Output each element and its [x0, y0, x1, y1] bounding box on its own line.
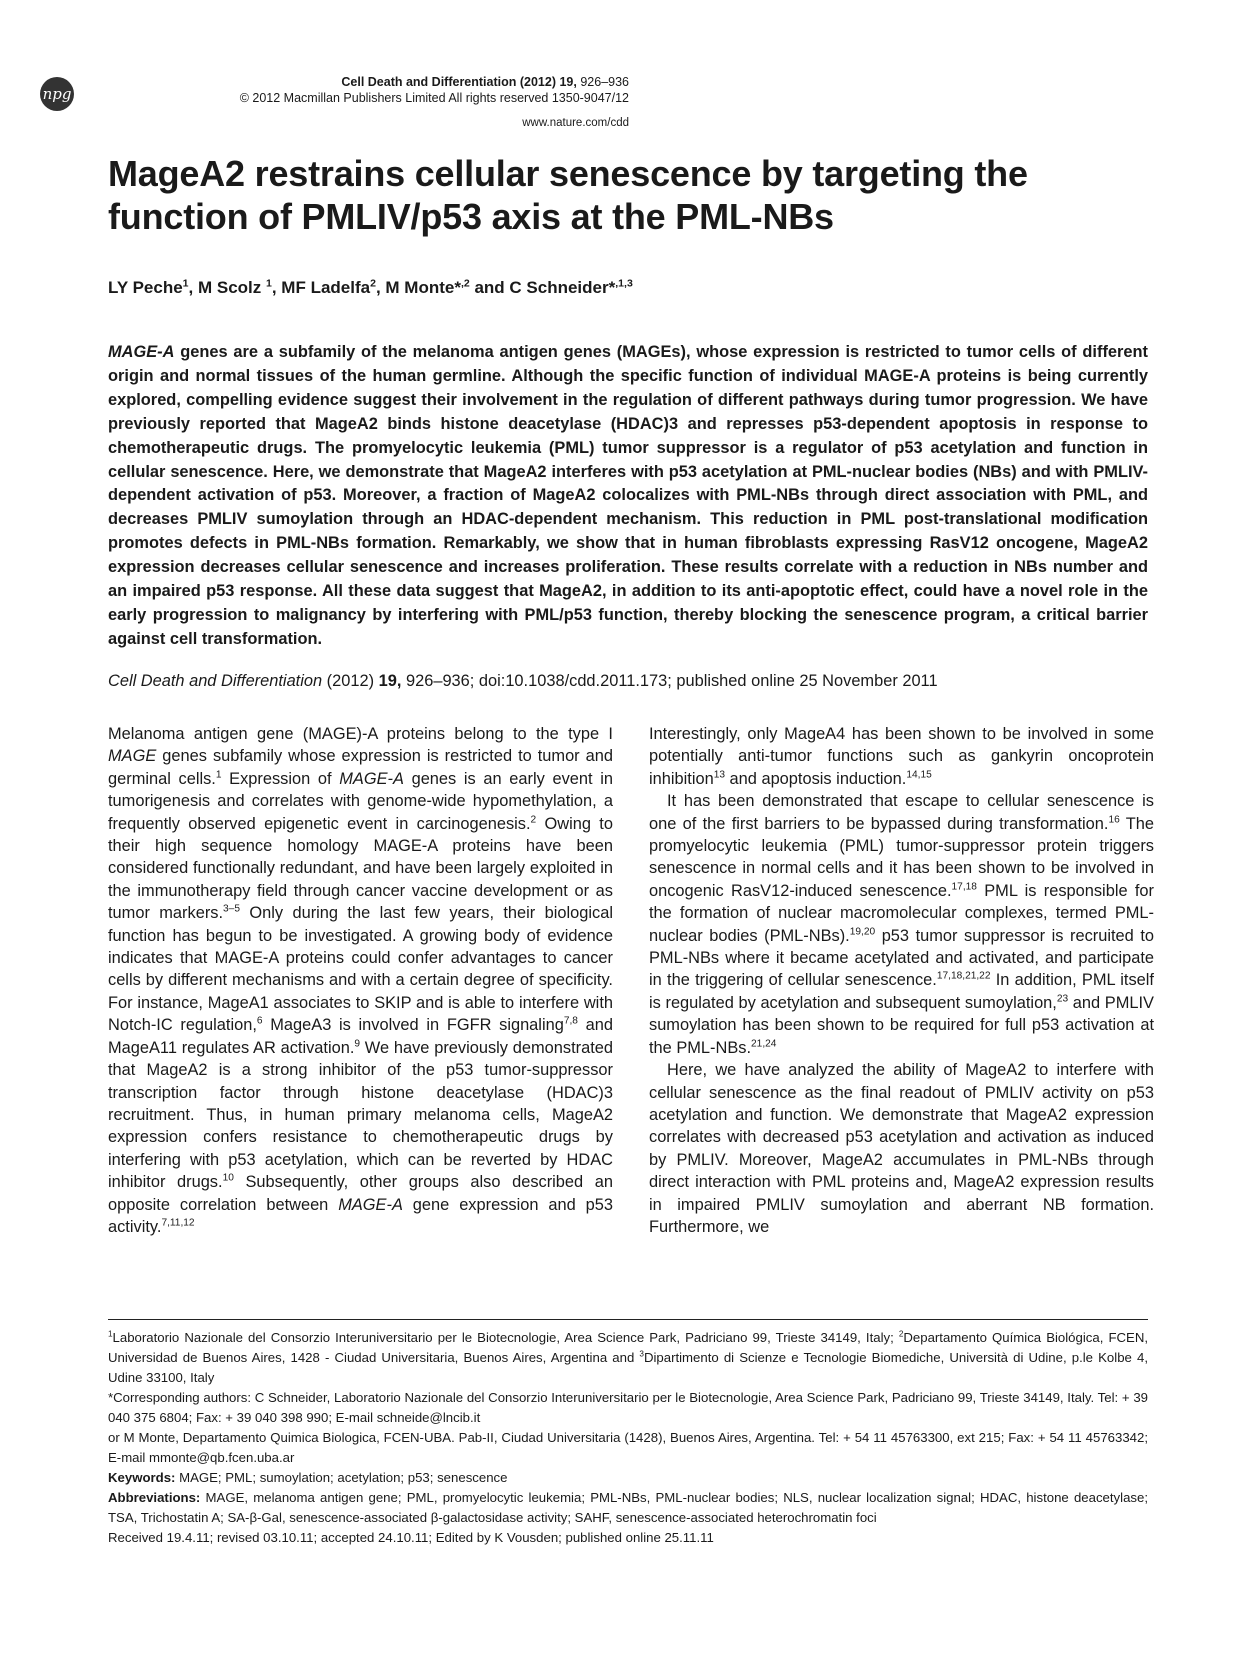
intro-paragraph-3 [649, 790, 1154, 1059]
intro-paragraph-1 [108, 723, 613, 1238]
reference-link[interactable]: 23 [1056, 993, 1069, 1005]
received-dates: Received 19.4.11; revised 03.10.11; accepted 24.10.11; Edited by K Vousden; published online 25.11.11 [108, 1530, 714, 1545]
citation-volume: 19, [378, 672, 402, 690]
reference-link[interactable]: 6 [256, 1015, 263, 1027]
abbreviations-label: Abbreviations: [108, 1490, 201, 1505]
text-run: Owing to their high sequence homology MAGE-A proteins have been considered functionally redundant, and have been largely exploited in the immunotherapy field through cancer vaccine development or as tumor markers. [108, 814, 613, 923]
text-run: and apoptosis induction. [725, 769, 907, 788]
text-run: Melanoma antigen gene (MAGE)-A proteins belong to the type I [108, 725, 613, 743]
reference-link[interactable]: 2 [530, 814, 537, 826]
affiliation-ref: ,1,3 [615, 277, 633, 290]
intro-paragraph-4: Here, we have analyzed the ability of MageA2 to interfere with cellular senescence as the final readout of PMLIV activity on p53 acetylation and function. We demonstrate that MageA2 expression correlates with decreased p53 acetylation and activation as induced by PMLIV. Moreover, MageA2 accumulates in PML-NBs through direct interaction with PML proteins and, MageA2 expression results in impaired PMLIV sumoylation and aberrant NB formation. Furthermore, we [649, 1061, 1154, 1236]
gene-name: MAGE-A [338, 1195, 403, 1214]
author-ladelfa[interactable]: , MF Ladelfa [271, 278, 371, 297]
citation-journal: Cell Death and Differentiation [108, 672, 323, 690]
reference-link[interactable]: 17,18,21,22 [936, 971, 991, 982]
abstract-lead-gene: MAGE-A [108, 343, 175, 361]
text-run: The promyelocytic leukemia (PML) tumor-suppressor protein triggers senescence in normal cells and it has been shown to be involved in oncogenic RasV12-induced senescence. [649, 814, 1154, 900]
citation-doi[interactable]: 926–936; doi:10.1038/cdd.2011.173; published online 25 November 2011 [401, 672, 938, 690]
reference-link[interactable]: 1 [215, 769, 222, 781]
journal-pages: 926–936 [576, 75, 629, 89]
text-run: We have previously demonstrated that MageA2 is a strong inhibitor of the p53 tumor-suppressor transcription factor through histone deacetylase (HDAC)3 recruitment. Thus, in human primary melanoma cells, MageA2 expression confers resistance to chemotherapeutic drugs by interfering with p53 acetylation, which can be reverted by HDAC inhibitor drugs. [108, 1038, 613, 1192]
reference-link[interactable]: 9 [354, 1038, 361, 1050]
text-run: Interestingly, only MageA4 has been shown to be involved in some potentially anti-tumor functions such as gankyrin oncoprotein inhibition [649, 725, 1154, 788]
abstract [108, 341, 1148, 652]
affiliation-3: Dipartimento di Scienze e Tecnologie Biomediche, Università di Udine, p.le Kolbe 4, Udine 33100, Italy [108, 1350, 1148, 1385]
text-run: genes is an early event in tumorigenesis and correlates with genome-wide hypomethylation, a frequently observed epigenetic event in carcinogenesis. [108, 769, 613, 833]
affiliation-ref: 2 [370, 277, 376, 290]
reference-link[interactable]: 7,11,12 [161, 1217, 195, 1229]
text-run: In addition, PML itself is regulated by acetylation and subsequent sumoylation, [649, 971, 1154, 1012]
text-run: Expression of [221, 769, 340, 788]
reference-link[interactable]: 16 [1108, 814, 1120, 826]
gene-name: MAGE-A [339, 769, 404, 788]
copyright-notice: © 2012 Macmillan Publishers Limited All rights reserved 1350-9047/12 [239, 91, 629, 105]
keywords [108, 1468, 1148, 1488]
text-run: PML is responsible for the formation of nuclear macromolecular complexes, termed PML-nuclear bodies (PML-NBs). [649, 881, 1154, 945]
affiliation-number: 2 [898, 1329, 904, 1339]
intro-paragraph-2 [649, 723, 1154, 790]
reference-link[interactable]: 3–5 [223, 903, 240, 915]
body-column-left [108, 723, 613, 1238]
corresponding-author-1: *Corresponding authors: C Schneider, Laboratorio Nazionale del Consorzio Interuniversitario per le Biotecnologie, Area Science Park, Padriciano 99, Trieste 34149, Italy. Tel: + 39 040 375 6804; Fax: + 39 040 398 990; E-mail schneide@lncib.it [108, 1390, 1148, 1425]
publisher-logo: npg [40, 77, 74, 111]
affiliation-ref: 1 [182, 277, 189, 290]
text-run: and MageA11 regulates AR activation. [108, 1016, 613, 1057]
gene-name: MAGE [108, 747, 157, 766]
reference-link[interactable]: 19,20 [849, 926, 876, 938]
reference-link[interactable]: 17,18 [951, 881, 977, 893]
keywords-label: Keywords: [108, 1470, 176, 1485]
abbreviations-list: MAGE, melanoma antigen gene; PML, promyelocytic leukemia; PML-NBs, PML-nuclear bodies; NLS, nuclear localization signal; HDAC, histone deacetylase; TSA, Trichostatin A; SA-β-Gal, senescence-associated β-galactosidase activity; SAHF, senescence-associated heterochromatin foci [108, 1490, 1148, 1525]
footnote-divider [108, 1319, 1148, 1320]
text-run: It has been demonstrated that escape to cellular senescence is one of the first barriers to be bypassed during transformation. [649, 792, 1154, 833]
reference-link[interactable]: 7,8 [563, 1015, 578, 1027]
author-list [108, 278, 633, 298]
author-peche[interactable]: LY Peche [108, 278, 183, 297]
text-run: and PMLIV sumoylation has been shown to be required for full p53 activation at the PML-NBs. [649, 993, 1154, 1057]
reference-link[interactable]: 13 [713, 769, 725, 781]
affiliation-ref: 1 [266, 277, 272, 290]
author-schneider[interactable]: and C Schneider* [469, 278, 616, 297]
affiliation-number: 1 [108, 1329, 113, 1339]
corresponding-author-2: or M Monte, Departamento Quimica Biologica, FCEN-UBA. Pab-II, Ciudad Universitaria (1428), Buenos Aires, Argentina. Tel: + 54 11 45763300, ext 215; Fax: + 54 11 45763342; E-mail mmonte@qb.fcen.uba.ar [108, 1430, 1148, 1465]
journal-url-link[interactable]: www.nature.com/cdd [522, 117, 629, 129]
author-scolz[interactable]: , M Scolz [188, 278, 266, 297]
body-column-right [649, 723, 1154, 1238]
affiliation-ref: ,2 [460, 277, 470, 290]
reference-link[interactable]: 14,15 [906, 769, 932, 781]
journal-name: Cell Death and Differentiation (2012) 19, [341, 75, 577, 89]
affiliation-number: 3 [639, 1349, 644, 1359]
text-run: Only during the last few years, their biological function has begun to be investigated. A growing body of evidence indicates that MAGE-A proteins could confer advantages to cancer cells by different mechanisms and with a certain degree of specificity. For instance, MageA1 associates to SKIP and is able to interfere with Notch-IC regulation, [108, 904, 613, 1035]
citation-year: (2012) [322, 672, 379, 690]
text-run: genes subfamily whose expression is restricted to tumor and germinal cells. [108, 747, 613, 788]
text-run: p53 tumor suppressor is recruited to PML-NBs where it became acetylated and activated, and participate in the triggering of cellular senescence. [649, 926, 1154, 990]
text-run: MageA3 is involved in FGFR signaling [262, 1016, 564, 1035]
affiliation-2: Departamento Química Biológica, FCEN, Universidad de Buenos Aires, 1428 - Ciudad Universitaria, Buenos Aires, Argentina and [108, 1330, 1149, 1365]
footnotes [108, 1328, 1148, 1548]
abbreviations [108, 1488, 1148, 1528]
journal-citation-header [341, 75, 629, 89]
article-title: MageA2 restrains cellular senescence by targeting the function of PMLIV/p53 axis at the PML-NBs [108, 153, 1028, 237]
keywords-list: MAGE; PML; sumoylation; acetylation; p53; senescence [175, 1470, 508, 1485]
reference-link[interactable]: 21,24 [751, 1038, 777, 1050]
author-monte[interactable]: , M Monte* [375, 278, 461, 297]
reference-link[interactable]: 10 [222, 1172, 234, 1184]
text-run: gene expression and p53 activity. [108, 1195, 613, 1236]
text-run: Subsequently, other groups also described an opposite correlation between [108, 1173, 613, 1214]
affiliations [108, 1328, 1148, 1388]
abstract-text: genes are a subfamily of the melanoma antigen genes (MAGEs), whose expression is restricted to tumor cells of different origin and normal tissues of the human germline. Although the specific function of individual MAGE-A proteins is being currently explored, compelling evidence suggest their involvement in the regulation of different pathways during tumor progression. We have previously reported that MageA2 binds histone deacetylase (HDAC)3 and represses p53-dependent apoptosis in response to chemotherapeutic drugs. The promyelocytic leukemia (PML) tumor suppressor is a regulator of p53 acetylation and function in cellular senescence. Here, we demonstrate that MageA2 interferes with p53 acetylation at PML-nuclear bodies (NBs) and with PMLIV-dependent activation of p53. Moreover, a fraction of MageA2 colocalizes with PML-NBs through direct association with PML, and decreases PMLIV sumoylation through an HDAC-dependent mechanism. This reduction in PML post-translational modification promotes defects in PML-NBs formation. Remarkably, we show that in human fibroblasts expressing RasV12 oncogene, MageA2 expression decreases cellular senescence and increases proliferation. These results correlate with a reduction in NBs number and an impaired p53 response. All these data suggest that MageA2, in addition to its anti-apoptotic effect, could have a novel role in the early progression to malignancy by interfering with PML/p53 function, thereby blocking the senescence program, a critical barrier against cell transformation. [108, 343, 1148, 648]
article-citation [108, 670, 1148, 692]
affiliation-1: Laboratorio Nazionale del Consorzio Interuniversitario per le Biotecnologie, Area Science Park, Padriciano 99, Trieste 34149, Italy; [112, 1330, 899, 1345]
